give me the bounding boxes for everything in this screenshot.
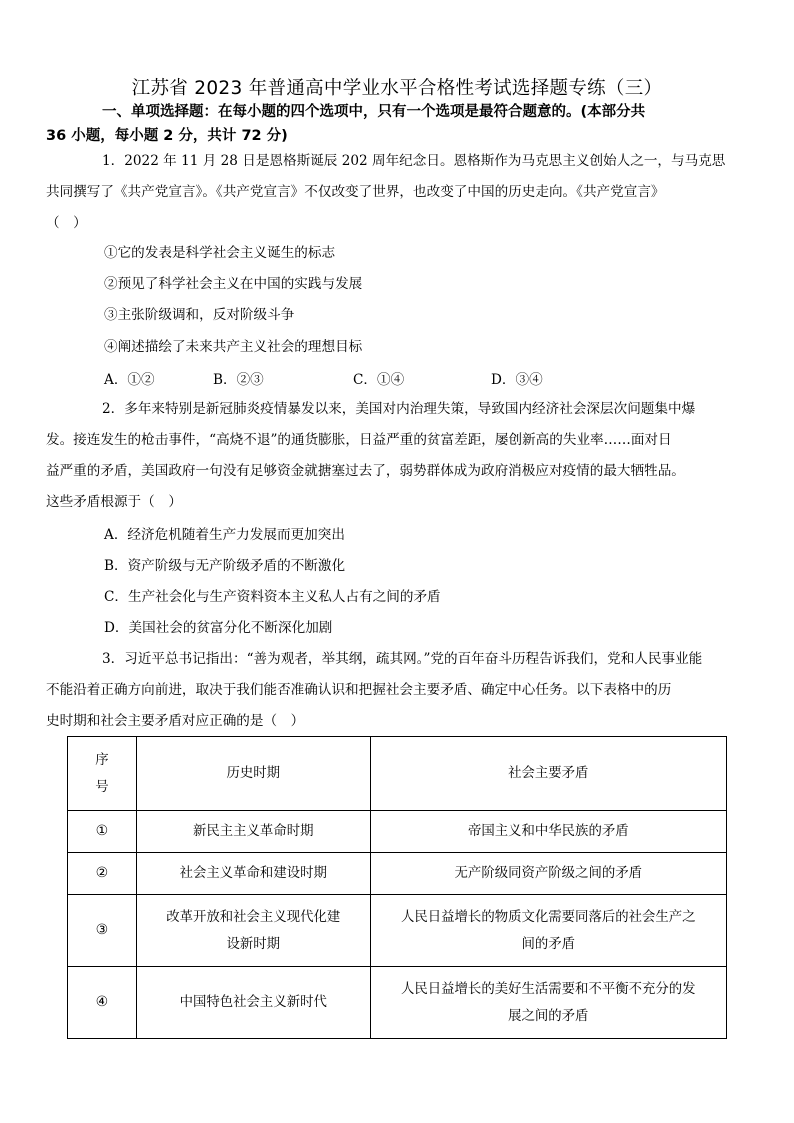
row-contradiction xyxy=(370,895,726,967)
page-title: 江苏省 2023 年普通高中学业水平合格性考试选择题专练（三） xyxy=(131,78,663,99)
q1-line-1: 1．2022 年 11 月 28 日是恩格斯诞辰 202 周年纪念日。恩格斯作为马克思主义创始人之一，与马克思 xyxy=(102,153,726,169)
header-no-line-1: 序 xyxy=(95,752,109,768)
header-period: 历史时期 xyxy=(136,737,370,811)
row-contradiction xyxy=(370,967,726,1039)
q2-line-3: 益严重的矛盾，美国政府一句没有足够资金就搪塞过去了，弱势群体成为政府消极应对疫情的最大牺牲品。 xyxy=(46,463,685,479)
row-period xyxy=(136,895,370,967)
section-heading-line-2: 36 小题，每小题 2 分，共计 72 分) xyxy=(46,128,288,144)
row-no: ② xyxy=(68,853,137,895)
row-period-line-2: 设新时期 xyxy=(226,936,281,952)
q2-choice-d[interactable]: D．美国社会的贫富分化不断深化加剧 xyxy=(104,620,333,636)
q2-line-1: 2．多年来特别是新冠肺炎疫情暴发以来，美国对内治理失策，导致国内经济社会深层次问题集中爆 xyxy=(102,401,696,417)
q2-choice-b[interactable]: B．资产阶级与无产阶级矛盾的不断激化 xyxy=(104,558,346,574)
question-2-stem xyxy=(46,394,730,518)
q1-choice-b[interactable]: B．②③ xyxy=(213,372,264,388)
q3-line-2: 不能沿着正确方向前进，取决于我们能否准确认识和把握社会主要矛盾、确定中心任务。以下表格中的历 xyxy=(46,682,672,698)
q1-item-2: ②预见了科学社会主义在中国的实践与发展 xyxy=(104,276,363,292)
q3-line-1: 3．习近平总书记指出：“善为观者，举其纲，疏其网。”党的百年奋斗历程告诉我们，党和人民事业能 xyxy=(102,651,703,667)
row-contradiction-line-2: 展之间的矛盾 xyxy=(508,1008,589,1024)
row-period: 社会主义革命和建设时期 xyxy=(136,853,370,895)
header-contradiction: 社会主要矛盾 xyxy=(370,737,726,811)
section-heading xyxy=(46,100,734,148)
table-row xyxy=(68,895,727,967)
row-period: 中国特色社会主义新时代 xyxy=(136,967,370,1039)
table-row xyxy=(68,967,727,1039)
q1-item-3: ③主张阶级调和，反对阶级斗争 xyxy=(104,307,295,323)
section-heading-line-1: 一、单项选择题：在每小题的四个选项中，只有一个选项是最符合题意的。(本部分共 xyxy=(102,104,646,120)
question-3-stem xyxy=(46,644,730,737)
periods-table xyxy=(67,736,727,1039)
row-no: ③ xyxy=(68,895,137,967)
q2-choice-a[interactable]: A．经济危机随着生产力发展而更加突出 xyxy=(104,527,345,543)
row-contradiction-line-1: 人民日益增长的物质文化需要同落后的社会生产之 xyxy=(400,909,696,925)
row-no: ① xyxy=(68,811,137,853)
table-header-row xyxy=(68,737,727,811)
header-no xyxy=(68,737,137,811)
q1-choice-d[interactable]: D．③④ xyxy=(491,372,543,388)
q1-line-3: （ ） xyxy=(46,215,87,231)
q2-line-4: 这些矛盾根源于（ ） xyxy=(46,494,182,510)
table-row xyxy=(68,811,727,853)
q1-item-1: ①它的发表是科学社会主义诞生的标志 xyxy=(104,245,336,261)
row-contradiction: 无产阶级同资产阶级之间的矛盾 xyxy=(370,853,726,895)
q2-line-2: 发。接连发生的枪击事件，“高烧不退”的通货膨胀，日益严重的贫富差距，屡创新高的失业率……面对日 xyxy=(46,432,672,448)
table-row xyxy=(68,853,727,895)
q1-choice-a[interactable]: A．①② xyxy=(104,372,155,388)
question-1-stem xyxy=(46,146,730,239)
row-no: ④ xyxy=(68,967,137,1039)
q3-line-3: 史时期和社会主要矛盾对应正确的是（ ） xyxy=(46,713,305,729)
row-contradiction-line-1: 人民日益增长的美好生活需要和不平衡不充分的发 xyxy=(400,981,696,997)
row-contradiction: 帝国主义和中华民族的矛盾 xyxy=(370,811,726,853)
row-contradiction-line-2: 间的矛盾 xyxy=(521,936,576,952)
q1-choice-c[interactable]: C．①④ xyxy=(353,372,405,388)
row-period-line-1: 改革开放和社会主义现代化建 xyxy=(166,909,341,925)
header-no-line-2: 号 xyxy=(95,779,109,795)
q1-item-4: ④阐述描绘了未来共产主义社会的理想目标 xyxy=(104,339,363,355)
q1-line-2: 共同撰写了《共产党宣言》。《共产党宣言》不仅改变了世界，也改变了中国的历史走向。《共产党宣言》 xyxy=(46,184,665,200)
q2-choice-c[interactable]: C．生产社会化与生产资料资本主义私人占有之间的矛盾 xyxy=(104,589,441,605)
row-period: 新民主主义革命时期 xyxy=(136,811,370,853)
